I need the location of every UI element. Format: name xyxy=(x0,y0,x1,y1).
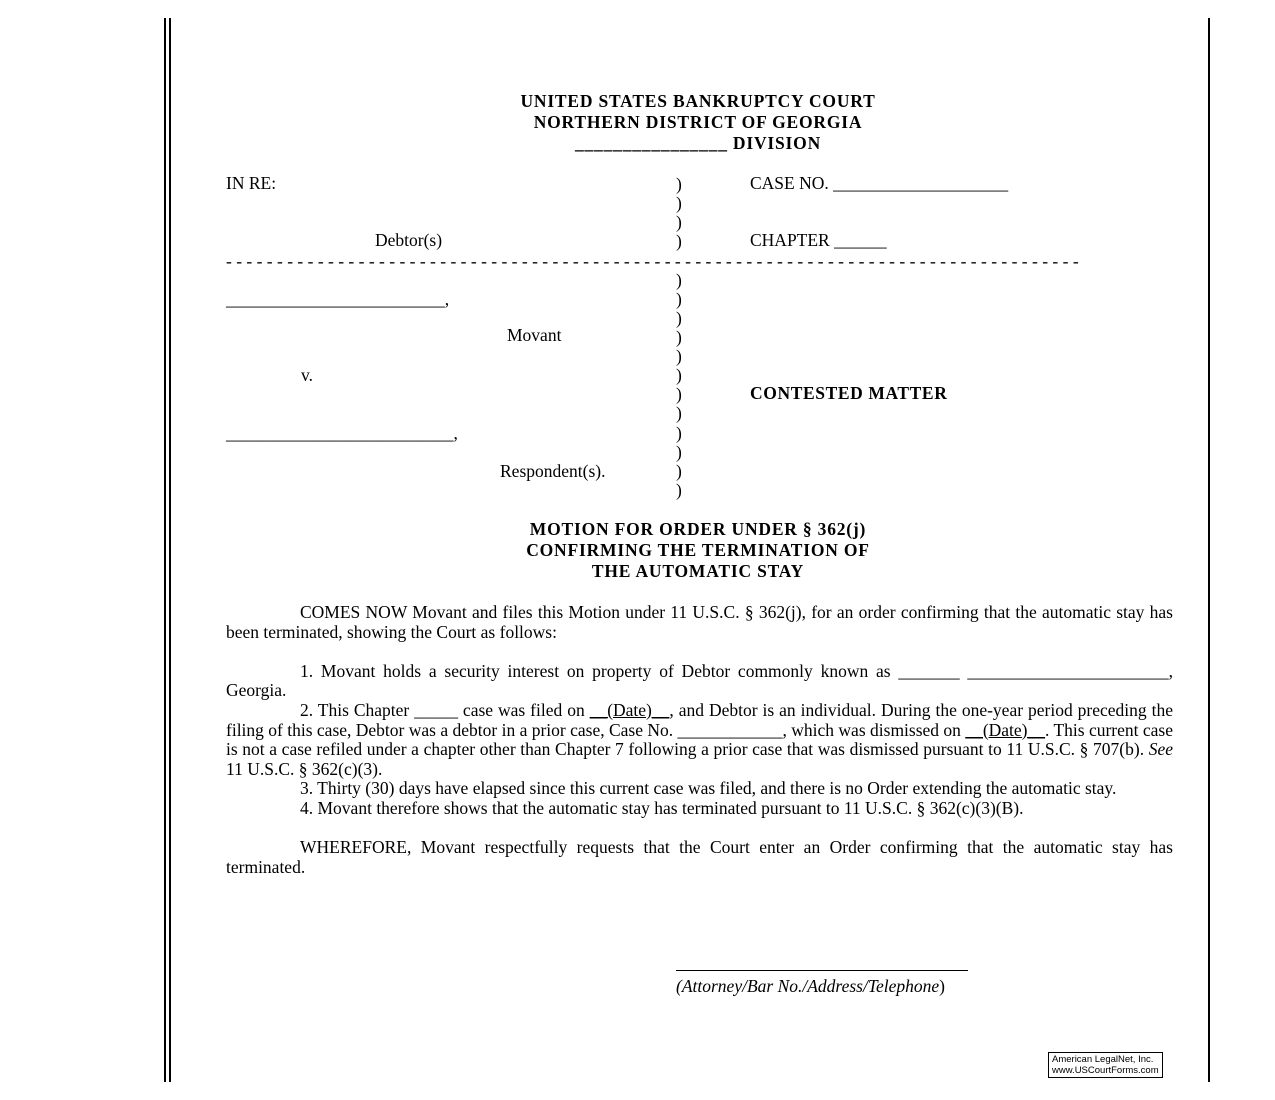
caption-paren: ) xyxy=(676,423,682,443)
publisher-name: American LegalNet, Inc. xyxy=(1052,1054,1154,1065)
filing-date-field: __(Date)__ xyxy=(589,699,670,720)
chapter-field: CHAPTER ______ xyxy=(750,230,887,250)
motion-body xyxy=(226,603,1173,877)
caption-paren: ) xyxy=(676,480,682,500)
paragraph-2-text-d: 11 U.S.C. § 362(c)(3). xyxy=(226,758,383,779)
motion-title-line3: THE AUTOMATIC STAY xyxy=(591,561,805,581)
versus-label: v. xyxy=(301,365,313,385)
respondent-name-blank: __________________________, xyxy=(226,423,458,443)
contested-matter-label: CONTESTED MATTER xyxy=(750,383,948,403)
signature-caption xyxy=(676,976,945,997)
see-citation: See xyxy=(1148,739,1173,760)
caption-paren: ) xyxy=(676,308,682,328)
caption-paren: ) xyxy=(676,403,682,423)
caption-paren: ) xyxy=(676,174,682,194)
signature-open-paren: ( xyxy=(676,976,682,996)
caption-paren: ) xyxy=(676,270,682,290)
movant-name-blank: _________________________, xyxy=(226,289,450,309)
publisher-url: www.USCourtForms.com xyxy=(1052,1065,1159,1076)
caption-paren: ) xyxy=(676,212,682,232)
caption-paren: ) xyxy=(676,231,682,251)
court-district: NORTHERN DISTRICT OF GEORGIA xyxy=(533,112,863,132)
paragraph-2-text-b: , and Debtor is an individual. During the one-year period preceding the filing of this case, Debtor was a debtor in a prior case, Case No. ____________, which was dismissed on xyxy=(226,699,1174,740)
paragraph-3: 3. Thirty (30) days have elapsed since this current case was filed, and there is no Order extending the automatic stay. xyxy=(300,778,1117,799)
paragraph-2 xyxy=(226,701,1173,779)
signature-close-paren: ) xyxy=(939,976,945,996)
paragraph-4: 4. Movant therefore shows that the automatic stay has terminated pursuant to 11 U.S.C. § 362(c)(3)(B). xyxy=(300,797,1024,818)
court-division: ________________ DIVISION xyxy=(574,133,822,153)
court-name: UNITED STATES BANKRUPTCY COURT xyxy=(520,91,876,111)
caption-paren: ) xyxy=(676,384,682,404)
caption-paren: ) xyxy=(676,365,682,385)
caption-separator: - - - - - - - - - - - - - - - - - - - - - - - - - - - - - - - - - - - - - - - - - - - - - - - - - - - - - - - - - - - - - - - - - - - - - - - - - - - - - - - - - - - - xyxy=(226,252,1079,271)
caption-paren: ) xyxy=(676,289,682,309)
intro-paragraph: COMES NOW Movant and files this Motion under 11 U.S.C. § 362(j), for an order confirming that the automatic stay has been terminated, showing the Court as follows: xyxy=(226,602,1173,642)
motion-title-line1: MOTION FOR ORDER UNDER § 362(j) xyxy=(529,519,867,539)
signature-line xyxy=(676,970,968,971)
caption-paren: ) xyxy=(676,346,682,366)
caption-paren: ) xyxy=(676,442,682,462)
debtors-label: Debtor(s) xyxy=(375,230,443,250)
respondents-label: Respondent(s). xyxy=(500,461,606,481)
wherefore-paragraph: WHEREFORE, Movant respectfully requests that the Court enter an Order confirming that the automatic stay has terminated. xyxy=(226,837,1173,877)
motion-title-line2: CONFIRMING THE TERMINATION OF xyxy=(526,540,870,560)
caption-paren: ) xyxy=(676,193,682,213)
caption-paren: ) xyxy=(676,327,682,347)
caption-paren: ) xyxy=(676,461,682,481)
dismissal-date-field: __(Date)__ xyxy=(965,719,1046,740)
movant-label: Movant xyxy=(507,325,562,345)
case-number-field: CASE NO. ____________________ xyxy=(750,173,1009,193)
paragraph-2-text-a: 2. This Chapter _____ case was filed on xyxy=(300,699,590,720)
signature-label: Attorney/Bar No./Address/Telephone xyxy=(681,976,940,996)
paragraph-1: 1. Movant holds a security interest on property of Debtor commonly known as _______ _______________________, Georgia. xyxy=(226,660,1173,701)
publisher-footer xyxy=(1048,1052,1163,1078)
in-re-label: IN RE: xyxy=(226,173,277,193)
paragraph-2-text-c: . This current case is not a case refiled under a chapter other than Chapter 7 following a prior case that was dismissed pursuant to 11 U.S.C. § 707(b). xyxy=(226,719,1173,760)
